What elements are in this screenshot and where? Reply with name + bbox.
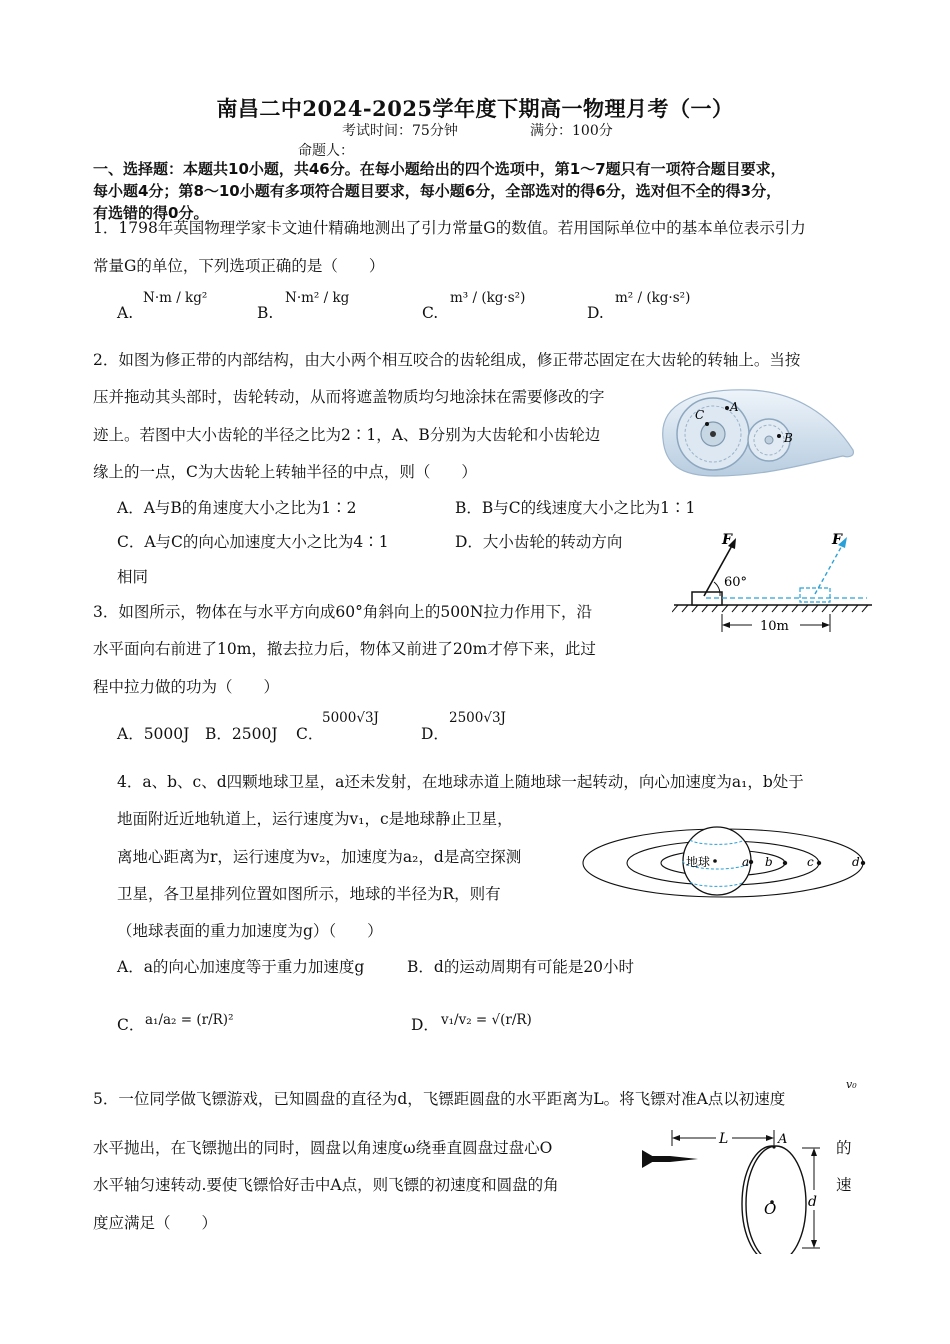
q2-option-a: A．A与B的角速度大小之比为1∶2	[117, 499, 357, 517]
point-c-dot	[705, 422, 709, 426]
q1-option-c-label: C.	[422, 304, 439, 322]
diameter-d-label: d	[808, 1194, 817, 1210]
q1-option-a-formula: N·m / kg²	[143, 290, 208, 306]
q1-line2: 常量G的单位，下列选项正确的是（ ）	[93, 257, 385, 275]
q2-line4: 缘上的一点，C为大齿轮上转轴半径的中点，则（ ）	[93, 463, 477, 481]
point-a-label: A	[730, 400, 739, 414]
q2-line1: 2．如图为修正带的内部结构，由大小两个相互咬合的齿轮组成，修正带芯固定在大齿轮的转轴上。当按	[93, 351, 801, 369]
q3-line3: 程中拉力做的功为（ ）	[93, 678, 280, 696]
q4-option-c-label: C．	[117, 1016, 145, 1034]
correction-tape-figure	[655, 384, 860, 484]
exam-time: 考试时间：75分钟	[342, 123, 458, 139]
q3-option-d-value: 2500√3J	[449, 710, 506, 726]
q5-line2: 水平抛出，在飞镖抛出的同时，圆盘以角速度ω绕垂直圆盘过盘心O	[93, 1139, 553, 1157]
earth-label: 地球	[686, 855, 711, 869]
q2-option-b: B．B与C的线速度大小之比为1∶1	[455, 499, 696, 517]
q4-line1: 4．a、b、c、d四颗地球卫星，a还未发射，在地球赤道上随地球一起转动，向心加速度为a₁，b处于	[117, 773, 804, 791]
sat-c	[817, 861, 821, 865]
q1-option-d-label: D.	[587, 304, 604, 322]
point-a-label-q5: A	[778, 1132, 788, 1147]
q1-option-b-formula: N·m² / kg	[285, 290, 350, 306]
page-title: 南昌二中2024-2025学年度下期高一物理月考（一）	[216, 96, 734, 121]
distance-l-label: L	[719, 1131, 729, 1147]
sat-d-label: d	[852, 855, 860, 869]
force-arrow-2	[815, 542, 844, 594]
dart	[642, 1150, 698, 1168]
q4-option-a: A．a的向心加速度等于重力加速度g	[117, 958, 365, 976]
angle-label: 60°	[724, 575, 748, 590]
q3-line2: 水平面向右前进了10m，撤去拉力后，物体又前进了20m才停下来，此过	[93, 640, 596, 658]
q3-option-c-label: C．	[296, 725, 324, 743]
q1-option-a-label: A.	[117, 304, 134, 322]
q2-line2: 压并拖动其头部时，齿轮转动，从而将遮盖物质均匀地涂抹在需要修改的字	[93, 388, 605, 406]
q4-line4: 卫星，各卫星排列位置如图所示，地球的半径为R，则有	[117, 885, 501, 903]
q4-line3: 离地心距离为r，运行速度为v₂，加速度为a₂，d是高空探测	[117, 848, 522, 866]
q1-option-b-label: B.	[257, 304, 274, 322]
sat-b	[783, 861, 787, 865]
q3-option-d-label: D．	[421, 725, 449, 743]
section-instructions-line3: 有选错的得0分。	[93, 204, 209, 222]
section-instructions-line2: 每小题4分；第8～10小题有多项符合题目要求，每小题6分，全部选对的得6分，选对但不全的得3分，	[93, 182, 782, 200]
q2-line3: 迹上。若图中大小齿轮的半径之比为2∶1，A、B分别为大齿轮和小齿轮边	[93, 426, 601, 444]
q4-line2: 地面附近近地轨道上，运行速度为v₁，c是地球静止卫星，	[117, 810, 513, 828]
q5-v0: v₀	[846, 1078, 857, 1091]
q3-option-a: A．5000J	[117, 725, 190, 743]
sat-b-label: b	[765, 855, 773, 869]
sat-a	[749, 860, 753, 864]
full-score: 满分：100分	[530, 123, 613, 139]
force-label-1: F	[722, 532, 732, 548]
author: 命题人：	[298, 143, 354, 159]
q1-option-d-formula: m² / (kg·s²)	[615, 290, 691, 306]
q3-line1: 3．如图所示，物体在与水平方向成60°角斜向上的500N拉力作用下，沿	[93, 603, 592, 621]
q4-option-d-formula: v₁/v₂ = √(r/R)	[441, 1012, 532, 1028]
sat-a-label: a	[742, 855, 750, 869]
q2-option-d: D．大小齿轮的转动方向	[455, 533, 623, 551]
q4-option-d-label: D．	[411, 1016, 439, 1034]
q2-option-d-cont: 相同	[117, 568, 149, 586]
dart-disk-figure	[640, 1124, 830, 1254]
q5-line4: 度应满足（ ）	[93, 1214, 218, 1232]
point-b-label: B	[784, 431, 793, 445]
q4-option-b: B．d的运动周期有可能是20小时	[407, 958, 635, 976]
center-o-label: O	[764, 1200, 777, 1218]
sat-d	[861, 861, 865, 865]
q2-option-c: C．A与C的向心加速度大小之比为4∶1	[117, 533, 389, 551]
q3-option-c-value: 5000√3J	[322, 710, 379, 726]
force-label-2: F	[832, 532, 842, 548]
force-block-figure	[672, 528, 882, 640]
point-a-dot	[725, 406, 729, 410]
q5-side-text-2: 速	[836, 1176, 852, 1194]
q1-line1: 1．1798年英国物理学家卡文迪什精确地测出了引力常量G的数值。若用国际单位中的基本单位表示引力	[93, 219, 806, 237]
section-instructions-line1: 一、选择题：本题共10小题，共46分。在每小题给出的四个选项中，第1～7题只有一项符合题目要求，	[93, 160, 786, 178]
satellite-orbit-figure	[580, 826, 870, 900]
q1-option-c-formula: m³ / (kg·s²)	[450, 290, 526, 306]
q3-option-b: B．2500J	[205, 725, 278, 743]
distance-label: 10m	[760, 619, 789, 634]
q5-line1: 5．一位同学做飞镖游戏，已知圆盘的直径为d，飞镖距圆盘的水平距离为L。将飞镖对准A点以初速度	[93, 1090, 786, 1108]
q5-line3: 水平轴匀速转动.要使飞镖恰好击中A点，则飞镖的初速度和圆盘的角	[93, 1176, 559, 1194]
q4-line5: （地球表面的重力加速度为g）（ ）	[117, 922, 383, 940]
block-end	[800, 588, 830, 602]
q4-option-c-formula: a₁/a₂ = (r/R)²	[145, 1012, 234, 1028]
sat-c-label: c	[807, 855, 814, 869]
point-c-label: C	[695, 408, 705, 422]
point-b-dot	[777, 434, 781, 438]
q5-side-text-1: 的	[836, 1139, 852, 1157]
